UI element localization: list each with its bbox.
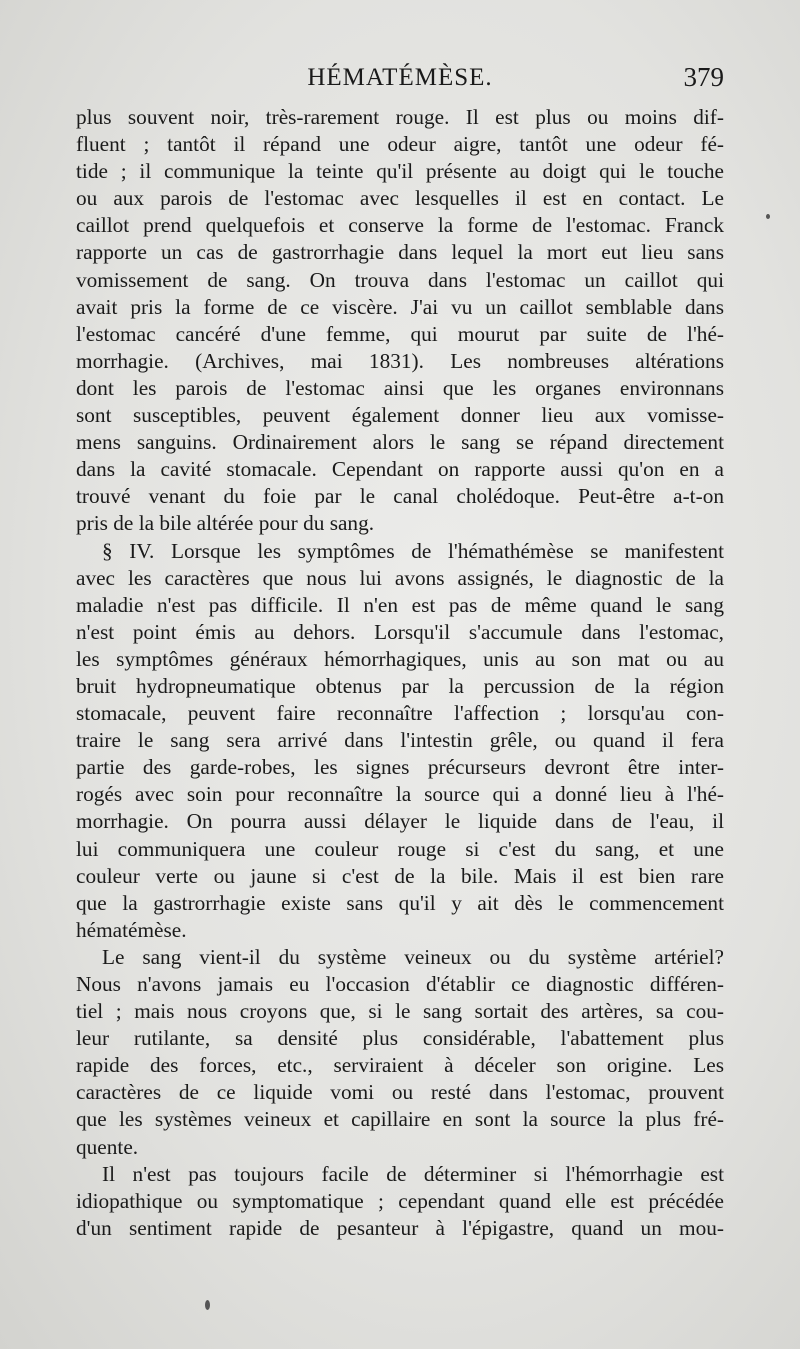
text-line: sont susceptibles, peuvent également donner lieu aux vomisse- <box>76 403 724 428</box>
text-line: dans la cavité stomacale. Cependant on rapporte aussi qu'on en a <box>76 457 724 482</box>
text-line: que la gastrorrhagie existe sans qu'il y ait dès le commencement <box>76 890 724 915</box>
text-line: stomacale, peuvent faire reconnaître l'affection ; lorsqu'au con- <box>76 701 724 726</box>
text-line: Il n'est pas toujours facile de déterminer si l'hémorrhagie est <box>102 1161 724 1186</box>
text-line: caractères de ce liquide vomi ou resté dans l'estomac, prouvent <box>76 1080 724 1105</box>
text-line: morrhagie. On pourra aussi délayer le liquide dans de l'eau, il <box>76 809 724 834</box>
text-line: tide ; il communique la teinte qu'il présente au doigt qui le touche <box>76 159 724 184</box>
text-line: dont les parois de l'estomac ainsi que les organes environnans <box>76 375 724 400</box>
text-line: maladie n'est pas difficile. Il n'en est pas de même quand le sang <box>76 592 724 617</box>
text-line: bruit hydropneumatique obtenus par la percussion de la région <box>76 673 724 698</box>
text-line: ou aux parois de l'estomac avec lesquelles il est en contact. Le <box>76 186 724 211</box>
text-line: l'estomac cancéré d'une femme, qui mourut par suite de l'hé- <box>76 321 724 346</box>
text-line: les symptômes généraux hémorrhagiques, unis au son mat ou au <box>76 646 724 671</box>
ink-speck <box>766 214 770 219</box>
text-line: idiopathique ou symptomatique ; cependant quand elle est précédée <box>76 1188 724 1213</box>
text-line: rapporte un cas de gastrorrhagie dans lequel la mort eut lieu sans <box>76 240 724 265</box>
text-line: Nous n'avons jamais eu l'occasion d'établir ce diagnostic différen- <box>76 972 724 996</box>
ink-speck <box>205 1300 210 1310</box>
text-line: pris de la bile altérée pour du sang. <box>76 511 375 536</box>
text-line: leur rutilante, sa densité plus considérable, l'abattement plus <box>76 1026 724 1051</box>
page-header <box>76 62 724 102</box>
text-line: n'est point émis au dehors. Lorsqu'il s'accumule dans l'estomac, <box>76 619 724 644</box>
text-line: morrhagie. (Archives, mai 1831). Les nombreuses altérations <box>76 348 724 373</box>
text-line: que les systèmes veineux et capillaire en sont la source la plus fré- <box>76 1107 724 1132</box>
text-line: rogés avec soin pour reconnaître la source qui a donné lieu à l'hé- <box>76 782 724 807</box>
text-line: § IV. Lorsque les symptômes de l'hémathémèse se manifestent <box>102 538 724 563</box>
text-line: traire le sang sera arrivé dans l'intestin grêle, ou quand il fera <box>76 728 724 753</box>
text-line: caillot prend quelquefois et conserve la forme de l'estomac. Franck <box>76 213 724 238</box>
text-line: tiel ; mais nous croyons que, si le sang sortait des artères, sa cou- <box>76 999 724 1024</box>
text-line: couleur verte ou jaune si c'est de la bile. Mais il est bien rare <box>76 863 724 888</box>
text-line: hématémèse. <box>76 917 187 942</box>
text-line: trouvé venant du foie par le canal cholédoque. Peut-être a-t-on <box>76 484 724 509</box>
text-line: vomissement de sang. On trouva dans l'estomac un caillot qui <box>76 267 724 292</box>
text-line: avait pris la forme de ce viscère. J'ai vu un caillot semblable dans <box>76 294 724 319</box>
body-text <box>76 104 724 1242</box>
text-line: lui communiquera une couleur rouge si c'est du sang, et une <box>76 836 724 861</box>
text-line: rapide des forces, etc., serviraient à déceler son origine. Les <box>76 1053 724 1078</box>
text-line: mens sanguins. Ordinairement alors le sang se répand directement <box>76 430 724 455</box>
text-line: partie des garde-robes, les signes précurseurs devront être inter- <box>76 755 724 780</box>
text-line: quente. <box>76 1134 139 1159</box>
page-number: 379 <box>683 62 724 92</box>
text-line: d'un sentiment rapide de pesanteur à l'épigastre, quand un mou- <box>76 1215 724 1240</box>
text-line: avec les caractères que nous lui avons assignés, le diagnostic de la <box>76 565 724 590</box>
text-line: plus souvent noir, très-rarement rouge. Il est plus ou moins dif- <box>76 105 724 129</box>
text-line: fluent ; tantôt il répand une odeur aigre, tantôt une odeur fé- <box>76 132 724 157</box>
running-head: HÉMATÉMÈSE. <box>307 64 493 91</box>
text-line: Le sang vient-il du système veineux ou du système artériel? <box>102 944 724 969</box>
